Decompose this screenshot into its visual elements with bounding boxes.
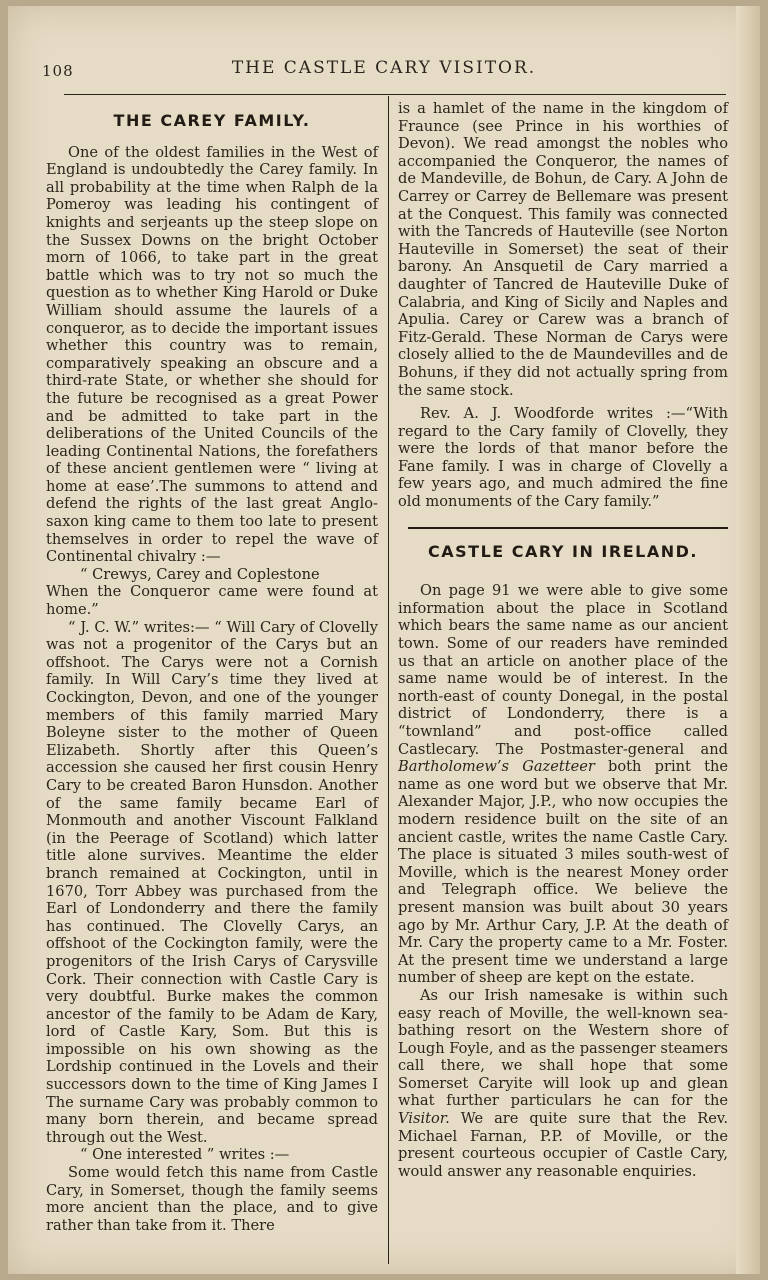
publication-title: THE CASTLE CARY VISITOR. <box>231 58 537 78</box>
article-heading-castle-cary-ireland: CASTLE CARY IN IRELAND. <box>428 541 698 561</box>
carey-paragraph-one-interested: “ One interested ” writes :— <box>80 1146 290 1164</box>
ireland-p1-text-a: On page 91 we were able to give some information about the place in Scotland which bears the same name as our ancient town. Some of our readers have reminded us that an article on another place of the same name would be of interest. In the north-east of county Donegal, in the postal district of Londonderry, there is a “townland” and post-office called Castlecary. The Postmaster-general and <box>398 582 728 758</box>
column-divider <box>388 96 389 1264</box>
magazine-page <box>8 6 760 1274</box>
carey-paragraph-woodforde: Rev. A. J. Woodforde writes :—“With regard to the Cary family of Clovelly, they were the lords of that manor before the Fane family. I was in charge of Clovelly a few years ago, and much admired the fine old monuments of the Cary family.” <box>398 405 728 511</box>
carey-paragraph-1: One of the oldest families in the West of England is undoubtedly the Carey family. In all probability at the time when Ralph de la Pomeroy was leading his contingent of knights and serjeants up the steep slope on the Sussex Downs on the bright October morn of 1066, to take part in the great battle which was to try not so much the question as to whether King Harold or Duke William should assume the laurels of a conqueror, as to decide the important issues whether this country was to remain, comparatively speaking an obscure and a third-rate State, or whether she should for the future be recognised as a great Power and be admitted to take part in the deliberations of the United Councils of the leading Continental Nations, the forefathers of these ancient gentlemen were “ living at home at ease’.The summons to attend and defend the rights of the last great Anglo-saxon king came to them too late to present themselves in order to repel the wave of Continental chivalry :— <box>46 143 378 566</box>
visitor-title: Visitor. <box>398 1110 450 1128</box>
article-heading-carey-family: THE CAREY FAMILY. <box>113 111 311 130</box>
ireland-paragraph-2 <box>398 987 728 1181</box>
page-number: 108 <box>42 62 74 80</box>
page-edge-shadow <box>736 6 760 1274</box>
ireland-p2-text-a: As our Irish namesake is within such easy reach of Moville, the well-known sea-bathing resort on the Western shore of Lough Foyle, and as the passenger steamers call there, we shall hope that some Somerset Caryite will look up and glean what further particulars he can for the <box>398 986 728 1110</box>
ireland-p1-text-b: both print the name as one word but we observe that Mr. Alexander Major, J.P., who now occupies the modern residence built on the site of an ancient castle, writes the name Castle Cary. The place is situated 3 miles south-west of Moville, which is the nearest Money order and Telegraph office. We believe the present mansion was built about 30 years ago by Mr. Arthur Cary, J.P. At the death of Mr. Cary the property came to a Mr. Foster. At the present time we understand a large number of sheep are kept on the estate. <box>398 758 728 987</box>
ireland-p2-text-b: We are quite sure that the Rev. Michael Farnan, P.P. of Moville, or the present courteous occupier of Castle Cary, would answer any reasonable enquiries. <box>398 1110 728 1180</box>
verse-line-2: When the Conqueror came were found at home.” <box>46 583 378 619</box>
carey-paragraph-jcw: “ J. C. W.” writes:— “ Will Cary of Clovelly was not a progenitor of the Carys but an offshoot. The Carys were not a Cornish family. In Will Cary’s time they lived at Cockington, Devon, and one of the younger members of this family married Mary Boleyne sister to the mother of Queen Elizabeth. Shortly after this Queen’s accession she caused her first cousin Henry Cary to be created Baron Hunsdon. Another of the same family became Earl of Monmouth and another Viscount Falkland (in the Peerage of Scotland) which latter title alone survives. Meantime the elder branch remained at Cockington, until in 1670, Torr Abbey was purchased from the Earl of Londonderry and there the family has continued. The Clovelly Carys, an offshoot of the Cockington family, were the progenitors of the Irish Carys of Carysville Cork. Their connection with Castle Cary is very doubtful. Burke makes the common ancestor of the family to be Adam de Kary, lord of Castle Kary, Som. But this is impossible on his own showing as the Lordship continued in the Lovels and their successors down to the time of King James I The surname Cary was probably common to many born therein, and became spread through out the West. <box>46 618 378 1146</box>
carey-paragraph-some-would-fetch: Some would fetch this name from Castle Cary, in Somerset, though the family seems more ancient than the place, and to give rather than take from it. There <box>46 1164 378 1234</box>
verse-line-1: “ Crewys, Carey and Coplestone <box>80 565 320 583</box>
running-header <box>8 56 760 86</box>
right-column <box>398 100 728 1180</box>
gazetteer-title: Bartholomew’s Gazetteer <box>398 758 595 776</box>
header-rule <box>64 94 726 95</box>
carey-paragraph-hamlet-continued: is a hamlet of the name in the kingdom of Fraunce (see Prince in his worthies of Devon). We read amongst the nobles who accompanied the Conqueror, the names of de Mandeville, de Bohun, de Cary. A John de Carrey or Carrey de Bellemare was present at the Conquest. This family was connected with the Tancreds of Hauteville (see Norton Hauteville in Somerset) the seat of their barony. An Ansquetil de Cary married a daughter of Tancred de Hauteville Duke of Calabria, and King of Sicily and Naples and Apulia. Carey or Carew was a branch of Fitz-Gerald. These Norman de Carys were closely allied to the de Maundevilles and de Bohuns, if they did not actually spring from the same stock. <box>398 100 728 399</box>
left-column <box>46 102 378 1234</box>
ireland-paragraph-1 <box>398 582 728 987</box>
